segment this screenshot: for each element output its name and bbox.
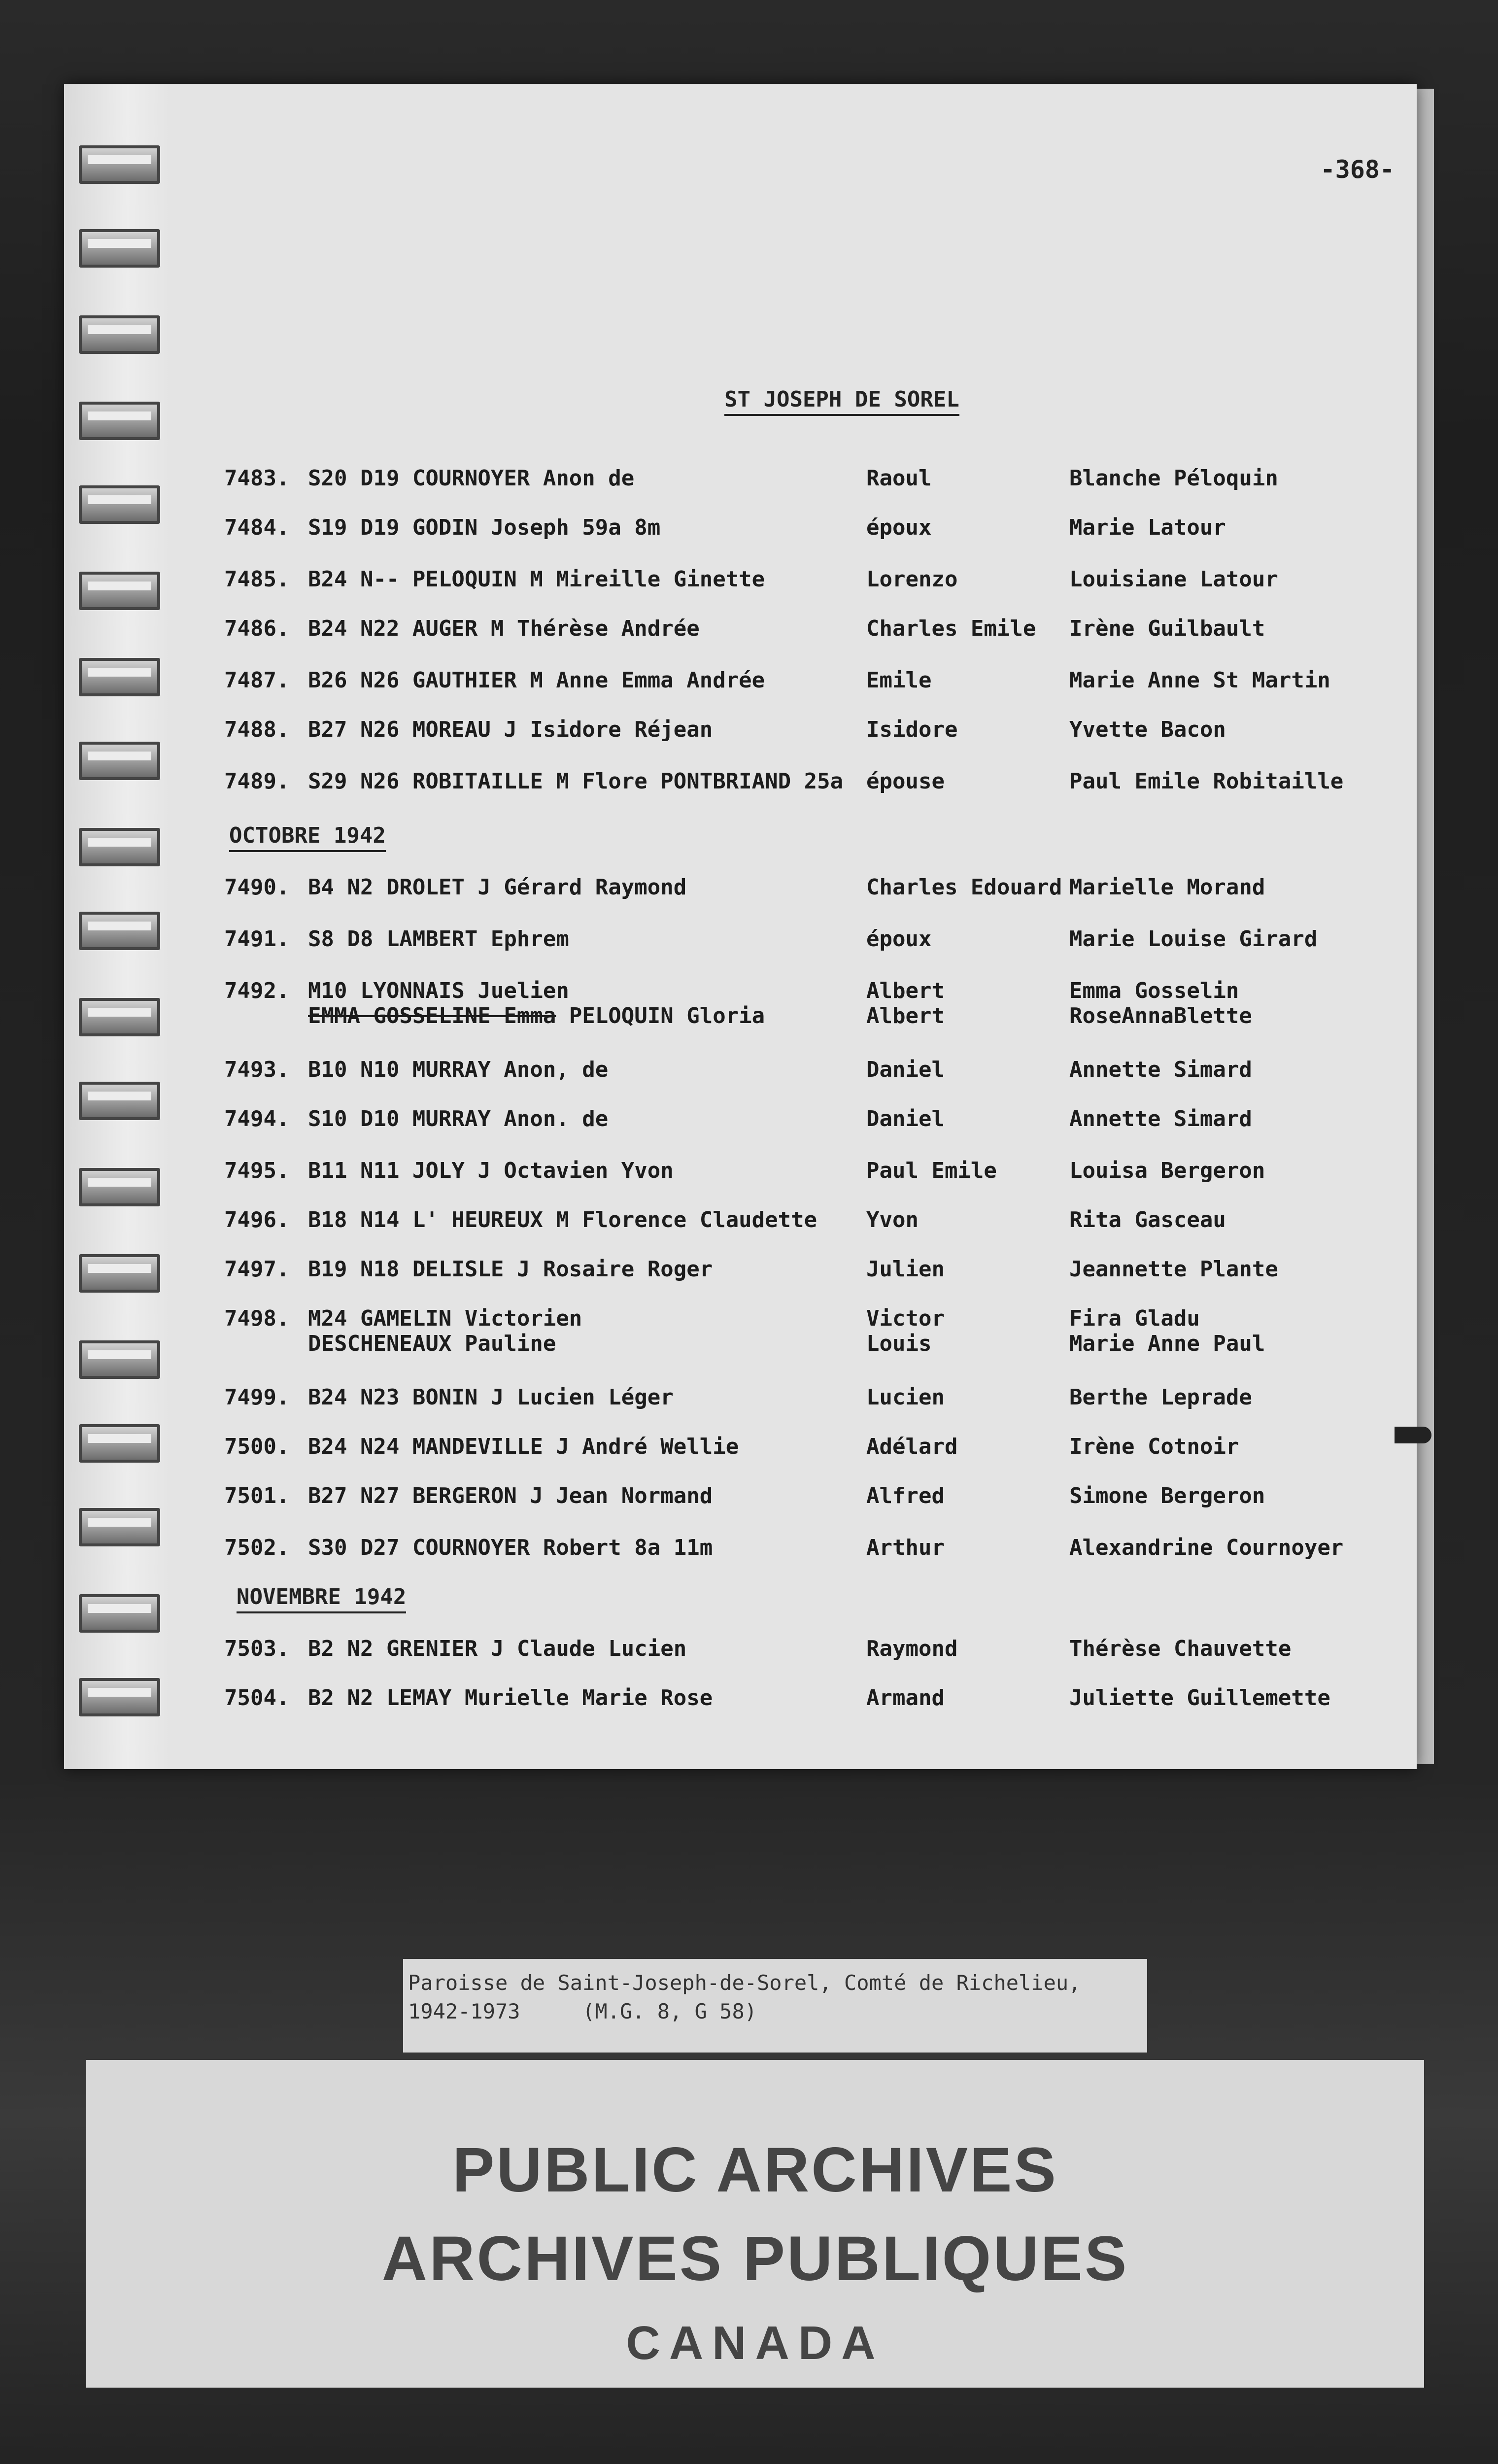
binding-ring (79, 1594, 160, 1633)
record-number-line: 7501. (224, 1483, 290, 1508)
record-number-line: 7496. (224, 1207, 290, 1232)
record-father-line: Yvon (866, 1207, 919, 1232)
record-entry-line: B11 N11 JOLY J Octavien Yvon (308, 1158, 674, 1183)
record-number (224, 616, 289, 641)
record-mother-line: Blanche Péloquin (1069, 466, 1278, 491)
record-mother-line: Marie Anne St Martin (1069, 668, 1330, 693)
record-entry (308, 1434, 739, 1459)
record-father (866, 567, 957, 592)
record-mother (1069, 1636, 1291, 1661)
record-entry-line-2 (308, 1331, 582, 1356)
record-mother (1069, 1685, 1330, 1711)
binding-ring (79, 912, 160, 950)
record-father-line: Lucien (866, 1385, 945, 1410)
record-mother-line: Annette Simard (1069, 1057, 1252, 1082)
record-mother-line-2 (1069, 1331, 1265, 1356)
record-mother (1069, 1483, 1265, 1508)
record-father-line: Armand (866, 1685, 945, 1711)
record-father-line: Charles Edouard (866, 875, 1062, 900)
record-number (224, 1207, 289, 1232)
record-father-line: Raymond (866, 1636, 958, 1661)
record-number (224, 875, 289, 900)
record-number-line: 7504. (224, 1685, 290, 1711)
record-number (224, 1636, 289, 1661)
record-mother-line: Marielle Morand (1069, 875, 1265, 900)
record-number (224, 1257, 289, 1282)
record-father-line: Raoul (866, 466, 932, 491)
record-entry-line: S8 D8 LAMBERT Ephrem (308, 926, 569, 952)
record-entry (308, 1535, 713, 1560)
record-entry-line: B24 N23 BONIN J Lucien Léger (308, 1385, 674, 1410)
archives-card (86, 2060, 1424, 2388)
record-number (224, 769, 289, 794)
archives-line-english: PUBLIC ARCHIVES (452, 2135, 1058, 2205)
record-father-line: Arthur (866, 1535, 945, 1560)
record-entry-text-2: PELOQUIN Gloria (556, 1003, 765, 1028)
archives-line-country: CANADA (626, 2317, 885, 2369)
record-mother-line: Juliette Guillemette (1069, 1685, 1330, 1711)
record-mother (1069, 1535, 1343, 1560)
record-father-line: Daniel (866, 1057, 945, 1082)
record-number (224, 515, 289, 540)
record-entry (308, 1057, 608, 1082)
record-entry (308, 1636, 686, 1661)
record-entry-line: B24 N22 AUGER M Thérèse Andrée (308, 616, 700, 641)
binding-ring (79, 402, 160, 440)
binding-ring (79, 485, 160, 524)
record-entry-line: S30 D27 COURNOYER Robert 8a 11m (308, 1535, 713, 1560)
record-father-line: Lorenzo (866, 567, 958, 592)
record-mother (1069, 1158, 1265, 1183)
record-number (224, 1385, 289, 1410)
record-mother-text-2: RoseAnnaBlette (1069, 1003, 1252, 1028)
record-father-text-2: Louis (866, 1331, 932, 1356)
record-entry (308, 717, 713, 742)
record-father (866, 926, 931, 952)
record-father (866, 1483, 945, 1508)
record-number (224, 1306, 289, 1331)
record-mother-line: Marie Louise Girard (1069, 926, 1318, 952)
record-father (866, 875, 1062, 900)
record-father (866, 1257, 945, 1282)
record-number-line: 7499. (224, 1385, 290, 1410)
binding-ring (79, 145, 160, 184)
record-father (866, 668, 931, 693)
binding-ring (79, 658, 160, 696)
record-number-line: 7492. (224, 978, 290, 1003)
record-number-line: 7483. (224, 466, 290, 491)
record-father (866, 717, 957, 742)
record-father-line: Victor (866, 1306, 945, 1331)
record-mother (1069, 1207, 1226, 1232)
binding-ring (79, 998, 160, 1036)
record-entry-line: B26 N26 GAUTHIER M Anne Emma Andrée (308, 668, 765, 693)
record-father (866, 1685, 945, 1711)
record-entry-line: B2 N2 LEMAY Murielle Marie Rose (308, 1685, 713, 1711)
record-mother (1069, 515, 1226, 540)
record-father (866, 1636, 957, 1661)
record-mother-line: Jeannette Plante (1069, 1257, 1278, 1282)
record-number-line: 7489. (224, 769, 290, 794)
record-mother-line: Irène Cotnoir (1069, 1434, 1239, 1459)
record-number-line: 7498. (224, 1306, 290, 1331)
record-father-line-2 (866, 1331, 945, 1356)
record-father (866, 515, 931, 540)
record-father (866, 466, 931, 491)
record-father-line: Julien (866, 1257, 945, 1282)
record-entry (308, 1207, 817, 1232)
record-entry-text-2: DESCHENEAUX Pauline (308, 1331, 556, 1356)
record-father-text-2: Albert (866, 1003, 945, 1028)
record-father (866, 1158, 997, 1183)
record-number (224, 668, 289, 693)
record-mother (1069, 978, 1252, 1028)
record-mother-line: Simone Bergeron (1069, 1483, 1265, 1508)
record-number-line: 7486. (224, 616, 290, 641)
record-father-line: Isidore (866, 717, 958, 742)
record-mother-line: Berthe Leprade (1069, 1385, 1252, 1410)
record-number (224, 926, 289, 952)
label-line-1: Paroisse de Saint-Joseph-de-Sorel, Comté de Richelieu, (408, 1971, 1081, 1995)
record-mother-line: Louisiane Latour (1069, 567, 1278, 592)
record-mother-line-2 (1069, 1003, 1252, 1028)
binding-ring (79, 572, 160, 610)
record-father-line: épouse (866, 769, 945, 794)
record-mother (1069, 1106, 1252, 1131)
record-mother (1069, 1057, 1252, 1082)
record-number-line: 7488. (224, 717, 290, 742)
record-mother (1069, 1306, 1265, 1356)
record-father-line: époux (866, 926, 932, 952)
record-father-line: Daniel (866, 1106, 945, 1131)
record-mother (1069, 668, 1330, 693)
record-mother (1069, 466, 1278, 491)
record-father-line: Charles Emile (866, 616, 1036, 641)
record-entry (308, 466, 634, 491)
record-number-line: 7494. (224, 1106, 290, 1131)
record-father-line-2 (866, 1003, 945, 1028)
record-mother (1069, 769, 1343, 794)
record-number-line: 7503. (224, 1636, 290, 1661)
record-entry (308, 1483, 713, 1508)
record-mother-text-2: Marie Anne Paul (1069, 1331, 1265, 1356)
record-mother (1069, 1385, 1252, 1410)
record-mother-line: Yvette Bacon (1069, 717, 1226, 742)
record-entry (308, 1685, 713, 1711)
record-number-line: 7484. (224, 515, 290, 540)
label-line-2: 1942-1973 (M.G. 8, G 58) (408, 1999, 757, 2023)
record-entry (308, 1257, 713, 1282)
record-entry-line: B19 N18 DELISLE J Rosaire Roger (308, 1257, 713, 1282)
record-mother (1069, 717, 1226, 742)
record-entry (308, 1106, 608, 1131)
record-entry (308, 1385, 674, 1410)
record-entry-line: B27 N26 MOREAU J Isidore Réjean (308, 717, 713, 742)
record-entry (308, 1306, 582, 1356)
record-number-line: 7485. (224, 567, 290, 592)
record-number-line: 7500. (224, 1434, 290, 1459)
record-entry-line-2 (308, 1003, 765, 1028)
record-father (866, 1106, 945, 1131)
record-number (224, 1158, 289, 1183)
record-father (866, 978, 945, 1028)
record-mother-line: Louisa Bergeron (1069, 1158, 1265, 1183)
record-father (866, 616, 1036, 641)
record-number (224, 1057, 289, 1082)
record-father-line: Alfred (866, 1483, 945, 1508)
record-father-line: Albert (866, 978, 945, 1003)
record-entry-line: B24 N24 MANDEVILLE J André Wellie (308, 1434, 739, 1459)
document-title: ST JOSEPH DE SOREL (724, 387, 959, 416)
record-entry-line: M24 GAMELIN Victorien (308, 1306, 582, 1331)
record-mother-line: Fira Gladu (1069, 1306, 1200, 1331)
binding-ring (79, 742, 160, 780)
record-number-line: 7491. (224, 926, 290, 952)
record-entry (308, 1158, 674, 1183)
record-number (224, 1483, 289, 1508)
record-entry (308, 926, 569, 952)
binding-ring (79, 1508, 160, 1546)
record-entry (308, 769, 843, 794)
record-father (866, 1207, 919, 1232)
record-number (224, 567, 289, 592)
record-father-line: Paul Emile (866, 1158, 997, 1183)
record-number-line: 7497. (224, 1257, 290, 1282)
record-entry (308, 875, 686, 900)
record-number-line: 7490. (224, 875, 290, 900)
binding-ring (79, 1082, 160, 1120)
binding-ring (79, 1168, 160, 1206)
record-father-line: Adélard (866, 1434, 958, 1459)
binding-ring (79, 315, 160, 354)
record-entry-line: M10 LYONNAIS Juelien (308, 978, 569, 1003)
binding-ring (79, 1254, 160, 1293)
record-number (224, 717, 289, 742)
record-mother-line: Marie Latour (1069, 515, 1226, 540)
record-number-line: 7495. (224, 1158, 290, 1183)
record-mother-line: Rita Gasceau (1069, 1207, 1226, 1232)
record-father (866, 1385, 945, 1410)
record-entry-line: S29 N26 ROBITAILLE M Flore PONTBRIAND 25a (308, 769, 844, 794)
record-entry-line: B2 N2 GRENIER J Claude Lucien (308, 1636, 687, 1661)
record-number-line: 7502. (224, 1535, 290, 1560)
record-entry (308, 978, 765, 1028)
record-mother-line: Irène Guilbault (1069, 616, 1265, 641)
record-father (866, 1306, 945, 1356)
record-number (224, 1535, 289, 1560)
record-entry-line: B10 N10 MURRAY Anon, de (308, 1057, 609, 1082)
record-entry-line: S10 D10 MURRAY Anon. de (308, 1106, 609, 1131)
record-number-line: 7487. (224, 668, 290, 693)
record-entry (308, 668, 765, 693)
record-entry-line: B27 N27 BERGERON J Jean Normand (308, 1483, 713, 1508)
page-tab-marker (1395, 1427, 1431, 1443)
record-mother-line: Emma Gosselin (1069, 978, 1239, 1003)
record-mother (1069, 567, 1278, 592)
record-entry-line: B18 N14 L' HEUREUX M Florence Claudette (308, 1207, 817, 1232)
binding-ring (79, 229, 160, 268)
record-number (224, 1434, 289, 1459)
record-entry-line: B24 N-- PELOQUIN M Mireille Ginette (308, 567, 765, 592)
record-entry-line: S19 D19 GODIN Joseph 59a 8m (308, 515, 661, 540)
microfilm-label-card (403, 1959, 1147, 2053)
record-entry (308, 616, 700, 641)
record-number (224, 1106, 289, 1131)
record-number-line: 7493. (224, 1057, 290, 1082)
binding-ring (79, 828, 160, 866)
record-father-line: époux (866, 515, 932, 540)
record-number (224, 1685, 289, 1711)
record-father (866, 769, 945, 794)
record-entry-line: B4 N2 DROLET J Gérard Raymond (308, 875, 687, 900)
struck-text: EMMA GOSSELINE Emma (308, 1003, 556, 1028)
section-heading-october: OCTOBRE 1942 (229, 823, 386, 852)
record-mother (1069, 926, 1317, 952)
record-father (866, 1535, 945, 1560)
record-mother-line: Paul Emile Robitaille (1069, 769, 1344, 794)
record-father (866, 1057, 945, 1082)
page-number: -368- (1320, 155, 1395, 184)
record-mother-line: Thérèse Chauvette (1069, 1636, 1292, 1661)
record-mother-line: Alexandrine Cournoyer (1069, 1535, 1344, 1560)
record-mother (1069, 1257, 1278, 1282)
record-mother-line: Annette Simard (1069, 1106, 1252, 1131)
archives-line-french: ARCHIVES PUBLIQUES (381, 2224, 1129, 2294)
record-entry-line: S20 D19 COURNOYER Anon de (308, 466, 635, 491)
binding-ring (79, 1424, 160, 1463)
section-heading-november: NOVEMBRE 1942 (237, 1584, 406, 1613)
record-mother (1069, 616, 1265, 641)
record-entry (308, 515, 660, 540)
record-entry (308, 567, 765, 592)
record-mother (1069, 875, 1265, 900)
binding-ring (79, 1678, 160, 1716)
record-mother (1069, 1434, 1239, 1459)
record-number (224, 466, 289, 491)
binding-ring (79, 1340, 160, 1379)
record-number (224, 978, 289, 1003)
record-father-line: Emile (866, 668, 932, 693)
record-father (866, 1434, 957, 1459)
